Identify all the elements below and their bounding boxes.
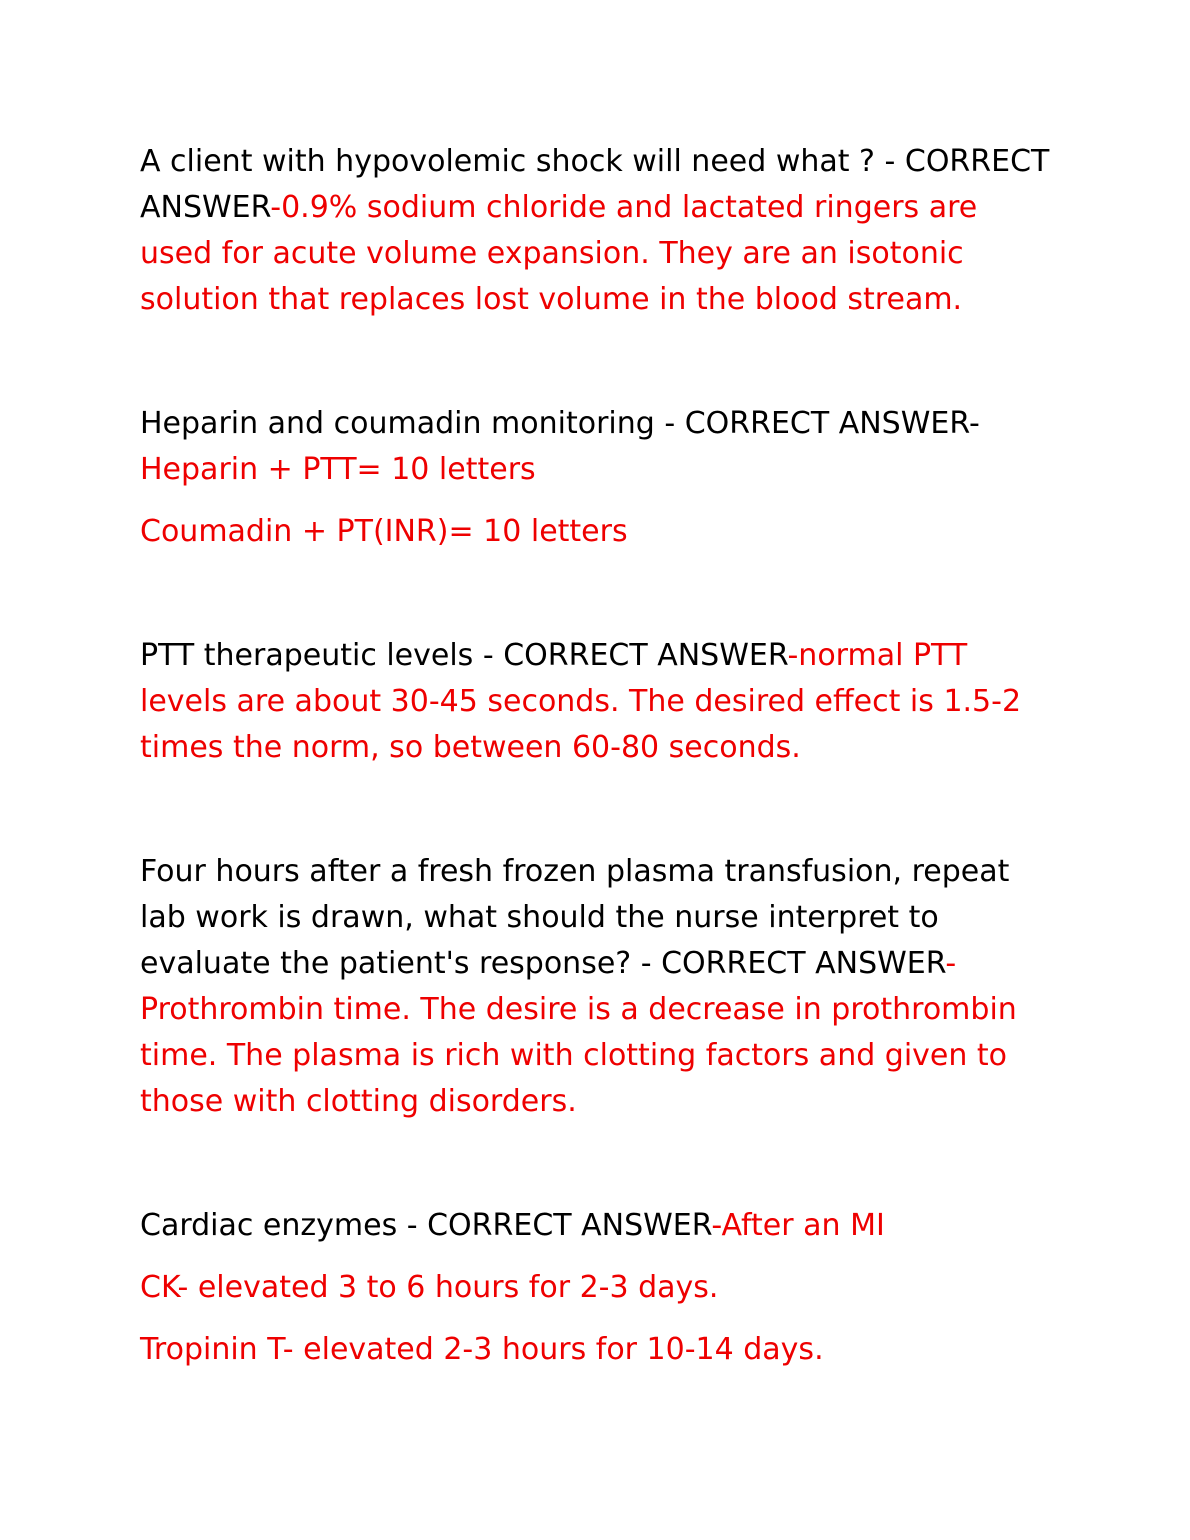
qa-entry-hypovolemic-shock xyxy=(140,139,1060,323)
answer-text: times the norm, so between 60-80 seconds. xyxy=(140,730,801,765)
answer-text: Tropinin T- elevated 2-3 hours for 10-14 days. xyxy=(140,1332,824,1367)
text-line xyxy=(140,447,1060,493)
answer-text: Heparin + PTT= 10 letters xyxy=(140,452,536,487)
question-text: A client with hypovolemic shock will need what ? - CORRECT xyxy=(140,144,1050,179)
text-line xyxy=(140,987,1060,1033)
answer-text: time. The plasma is rich with clotting factors and given to xyxy=(140,1038,1008,1073)
answer-text: used for acute volume expansion. They are an isotonic xyxy=(140,236,964,271)
question-text: evaluate the patient's response? - CORRECT ANSWER xyxy=(140,946,946,981)
question-text: PTT therapeutic levels - CORRECT ANSWER xyxy=(140,638,788,673)
question-text: ANSWER xyxy=(140,190,271,225)
text-line xyxy=(140,1033,1060,1079)
answer-text: Prothrombin time. The desire is a decrease in prothrombin xyxy=(140,992,1017,1027)
text-line xyxy=(140,725,1060,771)
answer-paragraph xyxy=(140,509,1060,555)
answer-paragraph xyxy=(140,1265,1060,1311)
answer-text: those with clotting disorders. xyxy=(140,1084,577,1119)
text-line xyxy=(140,1203,1060,1249)
question-text: Four hours after a fresh frozen plasma transfusion, repeat xyxy=(140,854,1010,889)
text-line xyxy=(140,849,1060,895)
qa-entry-cardiac-enzymes xyxy=(140,1203,1060,1249)
qa-entry-ptt-levels xyxy=(140,633,1060,771)
text-line xyxy=(140,401,1060,447)
question-text: Cardiac enzymes - CORRECT ANSWER xyxy=(140,1208,712,1243)
answer-text: levels are about 30-45 seconds. The desired effect is 1.5-2 xyxy=(140,684,1022,719)
answer-text: -normal PTT xyxy=(787,638,968,673)
text-line xyxy=(140,941,1060,987)
text-line xyxy=(140,139,1060,185)
text-line xyxy=(140,633,1060,679)
qa-entry-heparin-coumadin xyxy=(140,401,1060,493)
text-line xyxy=(140,185,1060,231)
text-line xyxy=(140,231,1060,277)
answer-paragraph xyxy=(140,1327,1060,1373)
answer-text: solution that replaces lost volume in the blood stream. xyxy=(140,282,963,317)
document-page xyxy=(140,139,1060,1373)
answer-text: CK- elevated 3 to 6 hours for 2-3 days. xyxy=(140,1270,719,1305)
text-line xyxy=(140,895,1060,941)
text-line xyxy=(140,277,1060,323)
question-text: lab work is drawn, what should the nurse interpret to xyxy=(140,900,939,935)
text-line xyxy=(140,1079,1060,1125)
answer-text: -After an MI xyxy=(711,1208,885,1243)
answer-text: - xyxy=(945,946,957,981)
text-line xyxy=(140,679,1060,725)
answer-text: Coumadin + PT(INR)= 10 letters xyxy=(140,514,628,549)
question-text: Heparin and coumadin monitoring - CORRECT ANSWER- xyxy=(140,406,980,441)
answer-text: -0.9% sodium chloride and lactated ringers are xyxy=(270,190,978,225)
qa-entry-ffp-transfusion xyxy=(140,849,1060,1125)
